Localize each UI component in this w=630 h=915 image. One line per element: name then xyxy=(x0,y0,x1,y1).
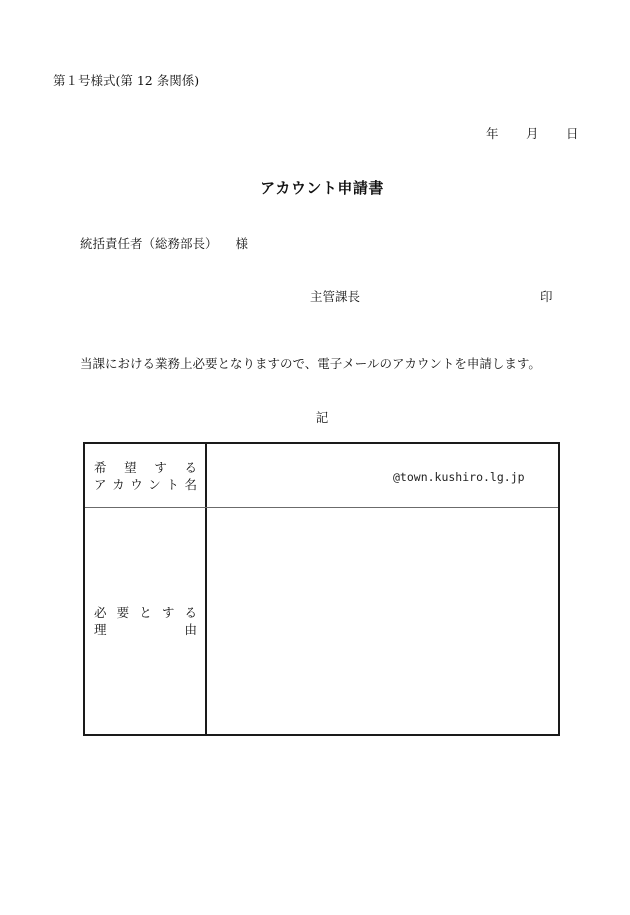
addressee xyxy=(80,234,248,252)
application-form-table xyxy=(83,442,560,736)
date-day-label: 日 xyxy=(566,126,579,141)
date-line xyxy=(486,124,579,142)
ki-heading: 記 xyxy=(315,410,329,425)
account-name-label xyxy=(94,459,197,493)
date-year-label: 年 xyxy=(486,126,499,141)
document-title: アカウント申請書 xyxy=(260,179,384,197)
form-number: 第１号様式(第 12 条関係) xyxy=(53,73,200,88)
reason-label xyxy=(94,604,197,638)
reason-label-line2: 理 由 xyxy=(94,622,197,637)
sender-title: 主管課長 xyxy=(310,289,361,304)
seal-mark: 印 xyxy=(540,289,553,304)
addressee-name: 統括責任者（総務部長） xyxy=(80,236,218,251)
reason-field[interactable] xyxy=(207,508,558,734)
date-month-label: 月 xyxy=(526,126,539,141)
reason-label-line1: 必 要 と す る xyxy=(94,605,197,620)
account-name-label-line2: ア カ ウ ン ト 名 xyxy=(94,477,197,492)
application-statement: 当課における業務上必要となりますので、電子メールのアカウントを申請します。 xyxy=(80,356,541,371)
addressee-honorific: 様 xyxy=(235,236,249,251)
account-domain-field[interactable]: @town.kushiro.lg.jp xyxy=(393,470,525,484)
account-name-label-line1: 希 望 す る xyxy=(94,460,197,475)
